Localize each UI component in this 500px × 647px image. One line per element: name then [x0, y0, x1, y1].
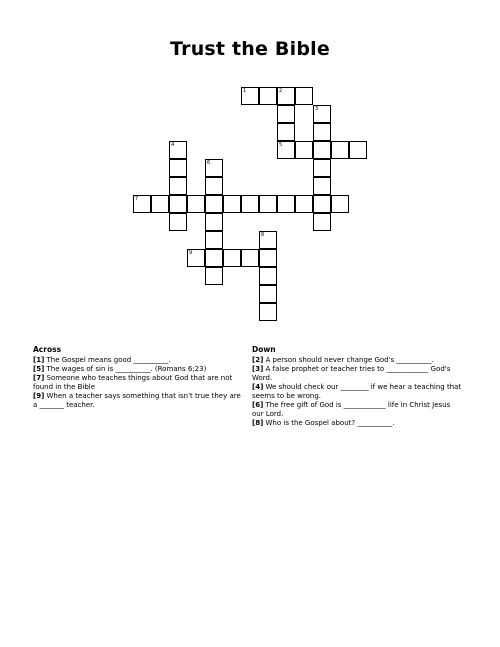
grid-cell[interactable]: [331, 141, 349, 159]
clue-number: 8: [261, 232, 265, 238]
grid-cell[interactable]: [223, 195, 241, 213]
down-clues: [252, 345, 462, 428]
grid-cell[interactable]: [295, 87, 313, 105]
clue-across-7: [7] Someone who teaches things about God that are not found in the Bible: [33, 374, 233, 391]
grid-cell[interactable]: [205, 213, 223, 231]
grid-cell[interactable]: [205, 195, 223, 213]
clue-number: 5: [279, 142, 283, 148]
grid-cell[interactable]: [277, 87, 295, 105]
clue-number: 2: [279, 88, 283, 94]
grid-cell[interactable]: [259, 267, 277, 285]
clue-across-5: [5] The wages of sin is __________. (Romans 6;23): [33, 365, 207, 373]
grid-cell[interactable]: [313, 195, 331, 213]
grid-cell[interactable]: [313, 123, 331, 141]
grid-cell[interactable]: [313, 213, 331, 231]
clue-number: 6: [207, 160, 211, 166]
grid-cell[interactable]: [313, 105, 331, 123]
clue-down-4: [4] We should check our ________ if we hear a teaching that seems to be wrong.: [252, 383, 462, 400]
clue-number: 1: [243, 88, 247, 94]
clue-number: 7: [135, 196, 139, 202]
grid-cell[interactable]: [295, 195, 313, 213]
grid-cell[interactable]: [277, 123, 295, 141]
grid-cell[interactable]: [241, 87, 259, 105]
grid-cell[interactable]: [205, 231, 223, 249]
grid-cell[interactable]: [205, 177, 223, 195]
grid-cell[interactable]: [259, 303, 277, 321]
clue-number: 3: [315, 106, 319, 112]
across-clues: [33, 345, 243, 410]
grid-cell[interactable]: [313, 141, 331, 159]
grid-cell[interactable]: [133, 195, 151, 213]
grid-cell[interactable]: [331, 195, 349, 213]
grid-cell[interactable]: [187, 195, 205, 213]
grid-cell[interactable]: [169, 159, 187, 177]
down-heading: Down: [252, 345, 276, 354]
grid-cell[interactable]: [295, 141, 313, 159]
grid-cell[interactable]: [313, 177, 331, 195]
grid-cell[interactable]: [241, 249, 259, 267]
grid-cell[interactable]: [205, 159, 223, 177]
clue-across-9: [9] When a teacher says something that isn't true they are a _______ teacher.: [33, 392, 241, 409]
grid-cell[interactable]: [277, 195, 295, 213]
grid-cell[interactable]: [259, 195, 277, 213]
grid-cell[interactable]: [205, 249, 223, 267]
puzzle-title: Trust the Bible: [170, 38, 330, 60]
grid-cell[interactable]: [187, 249, 205, 267]
grid-cell[interactable]: [349, 141, 367, 159]
grid-cell[interactable]: [205, 267, 223, 285]
clue-down-6: [6] The free gift of God is ____________ life in Christ Jesus our Lord.: [252, 401, 451, 418]
grid-cell[interactable]: [241, 195, 259, 213]
grid-cell[interactable]: [277, 141, 295, 159]
grid-cell[interactable]: [169, 213, 187, 231]
clue-across-1: [1] The Gospel means good __________.: [33, 356, 171, 364]
grid-cell[interactable]: [277, 105, 295, 123]
across-heading: Across: [33, 345, 62, 354]
grid-cell[interactable]: [169, 141, 187, 159]
grid-cell[interactable]: [259, 285, 277, 303]
grid-cell[interactable]: [223, 249, 241, 267]
grid-cell[interactable]: [313, 159, 331, 177]
grid-cell[interactable]: [169, 177, 187, 195]
clue-down-3: [3] A false prophet or teacher tries to ____________ God's Word.: [252, 365, 451, 382]
grid-cell[interactable]: [151, 195, 169, 213]
grid-cell[interactable]: [169, 195, 187, 213]
clue-down-8: [8] Who is the Gospel about? __________.: [252, 419, 395, 427]
clue-number: 9: [189, 250, 193, 256]
grid-cell[interactable]: [259, 249, 277, 267]
clue-down-2: [2] A person should never change God's __________.: [252, 356, 434, 364]
grid-cell[interactable]: [259, 231, 277, 249]
grid-cell[interactable]: [259, 87, 277, 105]
clue-number: 4: [171, 142, 175, 148]
